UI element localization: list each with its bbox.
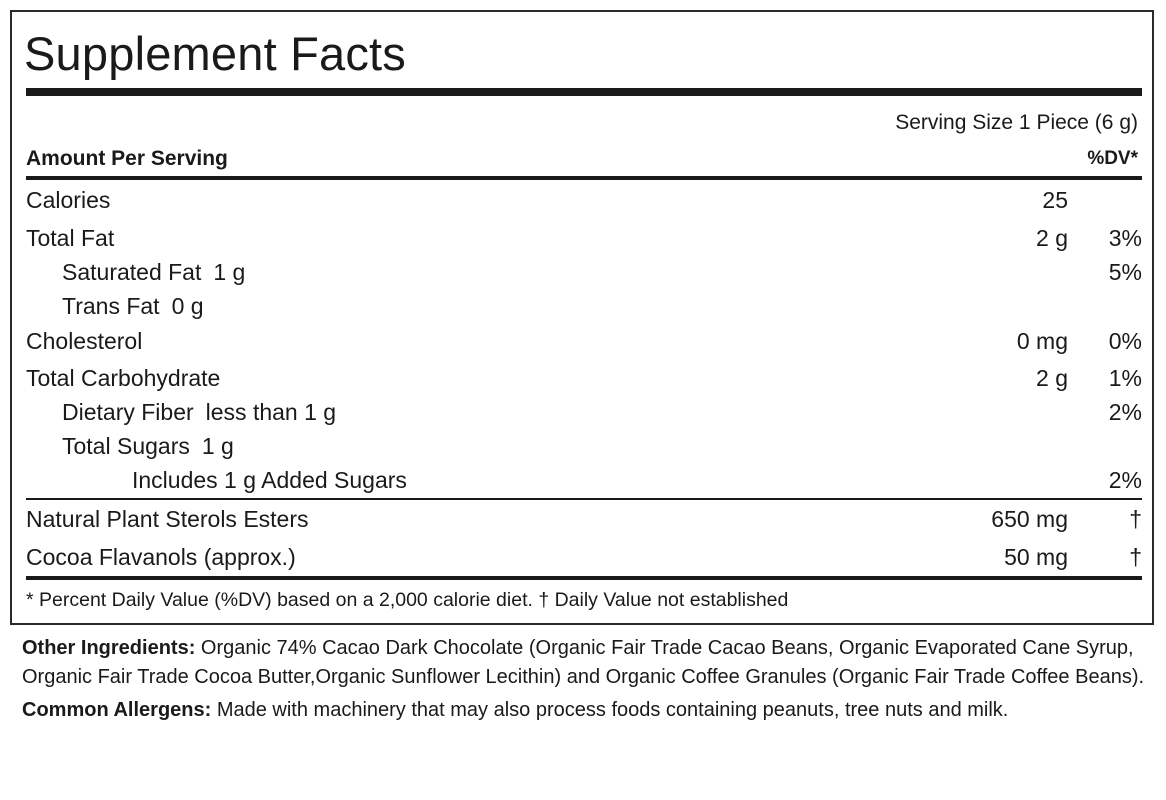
nutrient-label-group xyxy=(62,430,234,462)
nutrient-row-cholesterol xyxy=(26,325,1142,357)
nutrient-row-plant-sterols xyxy=(26,503,1142,535)
daily-value-header: %DV* xyxy=(1087,148,1138,169)
nutrient-sub-amount: 1 g xyxy=(201,433,234,459)
nutrient-amount: 0 mg xyxy=(1016,328,1068,354)
nutrient-label: Total Sugars xyxy=(62,433,190,459)
nutrient-sub-amount: 1 g xyxy=(213,259,246,285)
nutrient-amount: 650 mg xyxy=(991,506,1068,532)
nutrient-label: Total Carbohydrate xyxy=(26,365,221,391)
nutrient-amount: 50 mg xyxy=(1004,544,1068,570)
common-allergens xyxy=(22,696,1152,725)
nutrient-label: Total Fat xyxy=(26,225,115,251)
nutrient-dv: 5% xyxy=(1108,259,1142,285)
nutrient-row-calories xyxy=(26,184,1142,216)
nutrient-label: Natural Plant Sterols Esters xyxy=(26,506,309,532)
nutrient-label-group xyxy=(62,396,336,428)
nutrient-row-saturated-fat xyxy=(26,256,1142,288)
other-ingredients xyxy=(22,634,1152,692)
common-allergens-text: Made with machinery that may also process foods containing peanuts, tree nuts and milk. xyxy=(211,699,1009,721)
nutrient-dv: 3% xyxy=(1108,225,1142,251)
nutrient-dv: 2% xyxy=(1108,467,1142,493)
nutrient-label: Cocoa Flavanols (approx.) xyxy=(26,544,296,570)
nutrient-sub-amount: 0 g xyxy=(171,293,204,319)
footnote-divider xyxy=(26,576,1142,580)
other-ingredients-label: Other Ingredients: xyxy=(22,637,196,659)
nutrient-row-total-carbohydrate xyxy=(26,362,1142,394)
nutrient-row-added-sugars xyxy=(26,464,1142,496)
nutrient-label: Calories xyxy=(26,187,111,213)
daily-value-footnote: * Percent Daily Value (%DV) based on a 2,000 calorie diet. † Daily Value not established xyxy=(26,589,789,611)
nutrient-dv: 1% xyxy=(1108,365,1142,391)
amount-per-serving-header: Amount Per Serving xyxy=(26,147,228,170)
nutrient-row-trans-fat xyxy=(26,290,1142,322)
nutrient-label: Dietary Fiber xyxy=(62,399,194,425)
nutrients-divider xyxy=(26,498,1142,500)
nutrient-label-group xyxy=(62,290,204,322)
nutrient-row-total-sugars xyxy=(26,430,1142,462)
nutrient-amount: 2 g xyxy=(1036,225,1068,251)
nutrient-dv: † xyxy=(1129,506,1142,532)
header-divider xyxy=(26,176,1142,180)
nutrient-row-total-fat xyxy=(26,222,1142,254)
nutrient-row-cocoa-flavanols xyxy=(26,541,1142,573)
title-divider xyxy=(26,88,1142,96)
nutrient-row-dietary-fiber xyxy=(26,396,1142,428)
nutrient-dv: 0% xyxy=(1108,328,1142,354)
nutrient-label: Includes 1 g Added Sugars xyxy=(132,467,407,493)
nutrient-dv: † xyxy=(1129,544,1142,570)
nutrient-label: Trans Fat xyxy=(62,293,160,319)
supplement-facts-panel xyxy=(10,10,1154,625)
other-ingredients-text: Organic 74% Cacao Dark Chocolate (Organic Fair Trade Cacao Beans, Organic Evaporated Cane Syrup, Organic Fair Trade Cocoa Butter,Organic Sunflower Lecithin) and Organic Coffee Granules (Organic Fair Trade Coffee Beans). xyxy=(22,637,1145,688)
ingredients-section xyxy=(22,634,1152,729)
panel-title: Supplement Facts xyxy=(24,27,406,80)
nutrient-label: Saturated Fat xyxy=(62,259,202,285)
nutrient-label: Cholesterol xyxy=(26,328,143,354)
nutrient-dv: 2% xyxy=(1108,399,1142,425)
nutrient-sub-amount: less than 1 g xyxy=(205,399,337,425)
common-allergens-label: Common Allergens: xyxy=(22,699,212,721)
nutrient-label-group xyxy=(62,256,245,288)
nutrient-amount: 2 g xyxy=(1036,365,1068,391)
nutrient-amount: 25 xyxy=(1042,187,1068,213)
serving-size: Serving Size 1 Piece (6 g) xyxy=(895,111,1138,134)
